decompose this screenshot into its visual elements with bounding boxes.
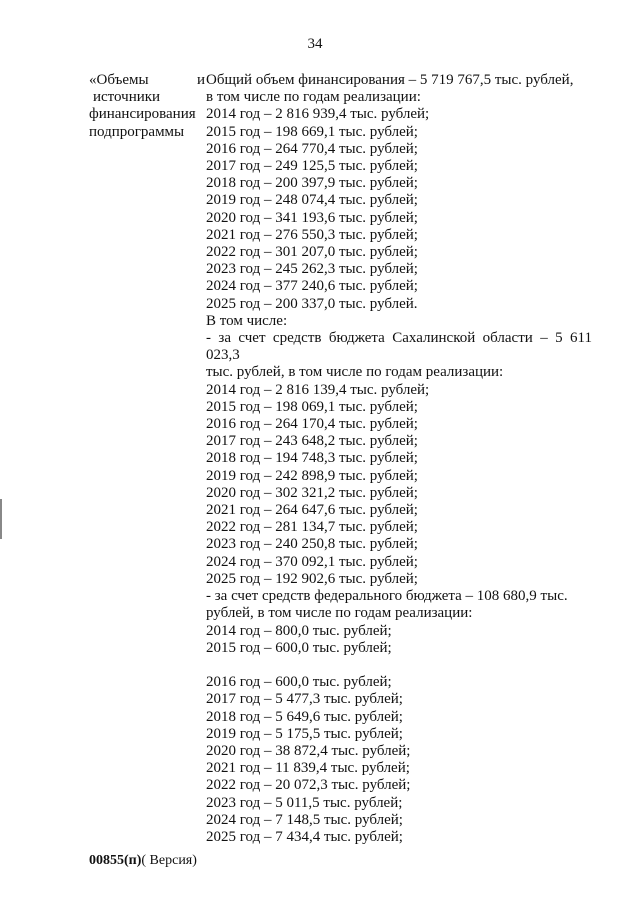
list-item: 2024 год – 377 240,6 тыс. рублей; xyxy=(206,278,418,295)
federal-budget-line-2: рублей, в том числе по годам реализации: xyxy=(206,605,473,622)
total-by-year-list xyxy=(206,106,592,312)
list-item: 2019 год – 5 175,5 тыс. рублей; xyxy=(206,725,403,742)
list-item: 2022 год – 301 207,0 тыс. рублей; xyxy=(206,244,418,261)
list-item: 2023 год – 240 250,8 тыс. рублей; xyxy=(206,536,418,553)
list-item: 2025 год – 192 902,6 тыс. рублей; xyxy=(206,570,418,587)
list-item: 2018 год – 200 397,9 тыс. рублей; xyxy=(206,175,418,192)
list-item: 2014 год – 2 816 139,4 тыс. рублей; xyxy=(206,381,430,398)
label-line-1 xyxy=(89,72,205,89)
list-item: 2021 год – 276 550,3 тыс. рублей; xyxy=(206,226,418,243)
label-line-2: источники xyxy=(93,89,161,106)
list-item: 2018 год – 5 649,6 тыс. рублей; xyxy=(206,708,403,725)
federal-budget-line: - за счет средств федерального бюджета – 108 680,9 тыс. xyxy=(206,588,568,605)
label-line-3: финансирования xyxy=(89,106,196,123)
list-item: 2019 год – 248 074,4 тыс. рублей; xyxy=(206,192,418,209)
total-financing-line: Общий объем финансирования – 5 719 767,5 тыс. рублей, xyxy=(206,72,574,88)
list-item: 2017 год – 243 648,2 тыс. рублей; xyxy=(206,433,418,450)
label-line-4: подпрограммы xyxy=(89,123,185,140)
document-version: ( Версия) xyxy=(141,853,197,868)
label-line-1a: «Объемы xyxy=(89,72,149,88)
list-item: 2016 год – 264 170,4 тыс. рублей; xyxy=(206,416,418,433)
page-number: 34 xyxy=(307,36,323,52)
blank-line xyxy=(206,657,592,674)
scan-edge-mark xyxy=(0,499,2,539)
financing-label xyxy=(89,72,205,141)
list-item: 2016 год – 264 770,4 тыс. рублей; xyxy=(206,140,418,157)
financing-content xyxy=(206,72,592,846)
list-item: 2016 год – 600,0 тыс. рублей; xyxy=(206,674,392,691)
federal-by-year-list xyxy=(206,623,592,847)
document-code: 00855(п) xyxy=(89,853,142,868)
list-item: 2023 год – 245 262,3 тыс. рублей; xyxy=(206,261,418,278)
list-item: 2023 год – 5 011,5 тыс. рублей; xyxy=(206,794,403,811)
list-item: 2015 год – 600,0 тыс. рублей; xyxy=(206,639,392,656)
list-item: 2018 год – 194 748,3 тыс. рублей; xyxy=(206,450,418,467)
regional-by-year-list xyxy=(206,382,592,588)
total-financing-line-2: в том числе по годам реализации: xyxy=(206,89,421,106)
list-item: 2019 год – 242 898,9 тыс. рублей; xyxy=(206,467,418,484)
document-footer xyxy=(89,853,197,869)
list-item: 2015 год – 198 669,1 тыс. рублей; xyxy=(206,123,418,140)
list-item: 2024 год – 7 148,5 тыс. рублей; xyxy=(206,811,403,828)
list-item: 2021 год – 264 647,6 тыс. рублей; xyxy=(206,502,418,519)
list-item: 2020 год – 38 872,4 тыс. рублей; xyxy=(206,742,411,759)
list-item: 2022 год – 20 072,3 тыс. рублей; xyxy=(206,777,411,794)
regional-budget-line-2: тыс. рублей, в том числе по годам реализации: xyxy=(206,364,504,381)
label-line-1b: и xyxy=(196,72,205,88)
list-item: 2020 год – 341 193,6 тыс. рублей; xyxy=(206,209,418,226)
list-item: 2015 год – 198 069,1 тыс. рублей; xyxy=(206,398,418,415)
list-item: 2022 год – 281 134,7 тыс. рублей; xyxy=(206,519,418,536)
list-item: 2025 год – 200 337,0 тыс. рублей. xyxy=(206,295,418,312)
including-heading: В том числе: xyxy=(206,312,288,329)
list-item: 2014 год – 2 816 939,4 тыс. рублей; xyxy=(206,106,430,123)
list-item: 2021 год – 11 839,4 тыс. рублей; xyxy=(206,760,410,777)
list-item: 2017 год – 5 477,3 тыс. рублей; xyxy=(206,691,403,708)
list-item: 2020 год – 302 321,2 тыс. рублей; xyxy=(206,484,418,501)
list-item: 2017 год – 249 125,5 тыс. рублей; xyxy=(206,158,418,175)
regional-budget-line: - за счет средств бюджета Сахалинской области – 5 611 023,3 xyxy=(206,330,592,364)
list-item: 2025 год – 7 434,4 тыс. рублей; xyxy=(206,828,403,845)
list-item: 2024 год – 370 092,1 тыс. рублей; xyxy=(206,553,418,570)
list-item: 2014 год – 800,0 тыс. рублей; xyxy=(206,622,392,639)
